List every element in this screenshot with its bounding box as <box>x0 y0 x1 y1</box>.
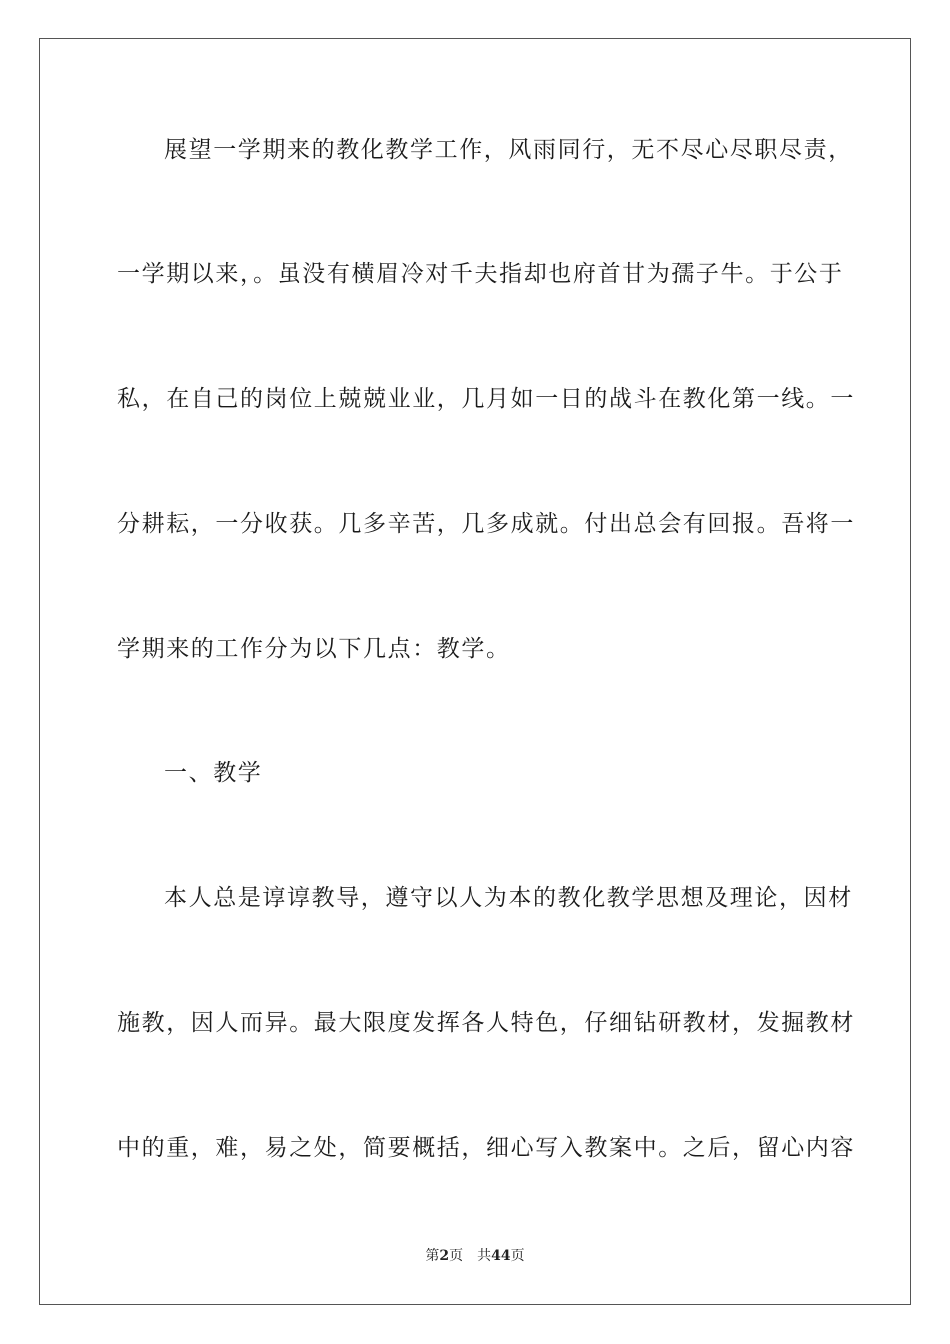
total-pages: 44 <box>491 1248 511 1264</box>
section-heading: 一、教学 <box>164 760 263 786</box>
paragraph-line-9: 中的重，难，易之处，简要概括，细心写入教案中。之后，留心内容 <box>117 1135 855 1161</box>
page-footer <box>0 1246 950 1266</box>
paragraph-line-5: 学期来的工作分为以下几点：教学。 <box>117 636 511 662</box>
total-label-suffix: 页 <box>510 1248 525 1264</box>
page-border <box>39 38 911 1305</box>
paragraph-line-2: 一学期以来，。虽没有横眉冷对千夫指却也府首甘为孺子牛。于公于 <box>117 261 844 287</box>
paragraph-line-4: 分耕耘，一分收获。几多辛苦，几多成就。付出总会有回报。吾将一 <box>117 511 855 537</box>
paragraph-line-8: 施教，因人而异。最大限度发挥各人特色，仔细钻研教材，发掘教材 <box>117 1010 855 1036</box>
paragraph-line-3: 私，在自己的岗位上兢兢业业，几月如一日的战斗在教化第一线。一 <box>117 386 855 412</box>
page-label-prefix: 第 <box>425 1248 440 1264</box>
page-label-suffix: 页 <box>449 1248 464 1264</box>
paragraph-line-1: 展望一学期来的教化教学工作，风雨同行，无不尽心尽职尽责， <box>164 137 853 163</box>
total-label-prefix: 共 <box>477 1248 492 1264</box>
page-number: 2 <box>439 1248 450 1264</box>
paragraph-line-7: 本人总是谆谆教导，遵守以人为本的教化教学思想及理论，因材 <box>164 885 853 911</box>
